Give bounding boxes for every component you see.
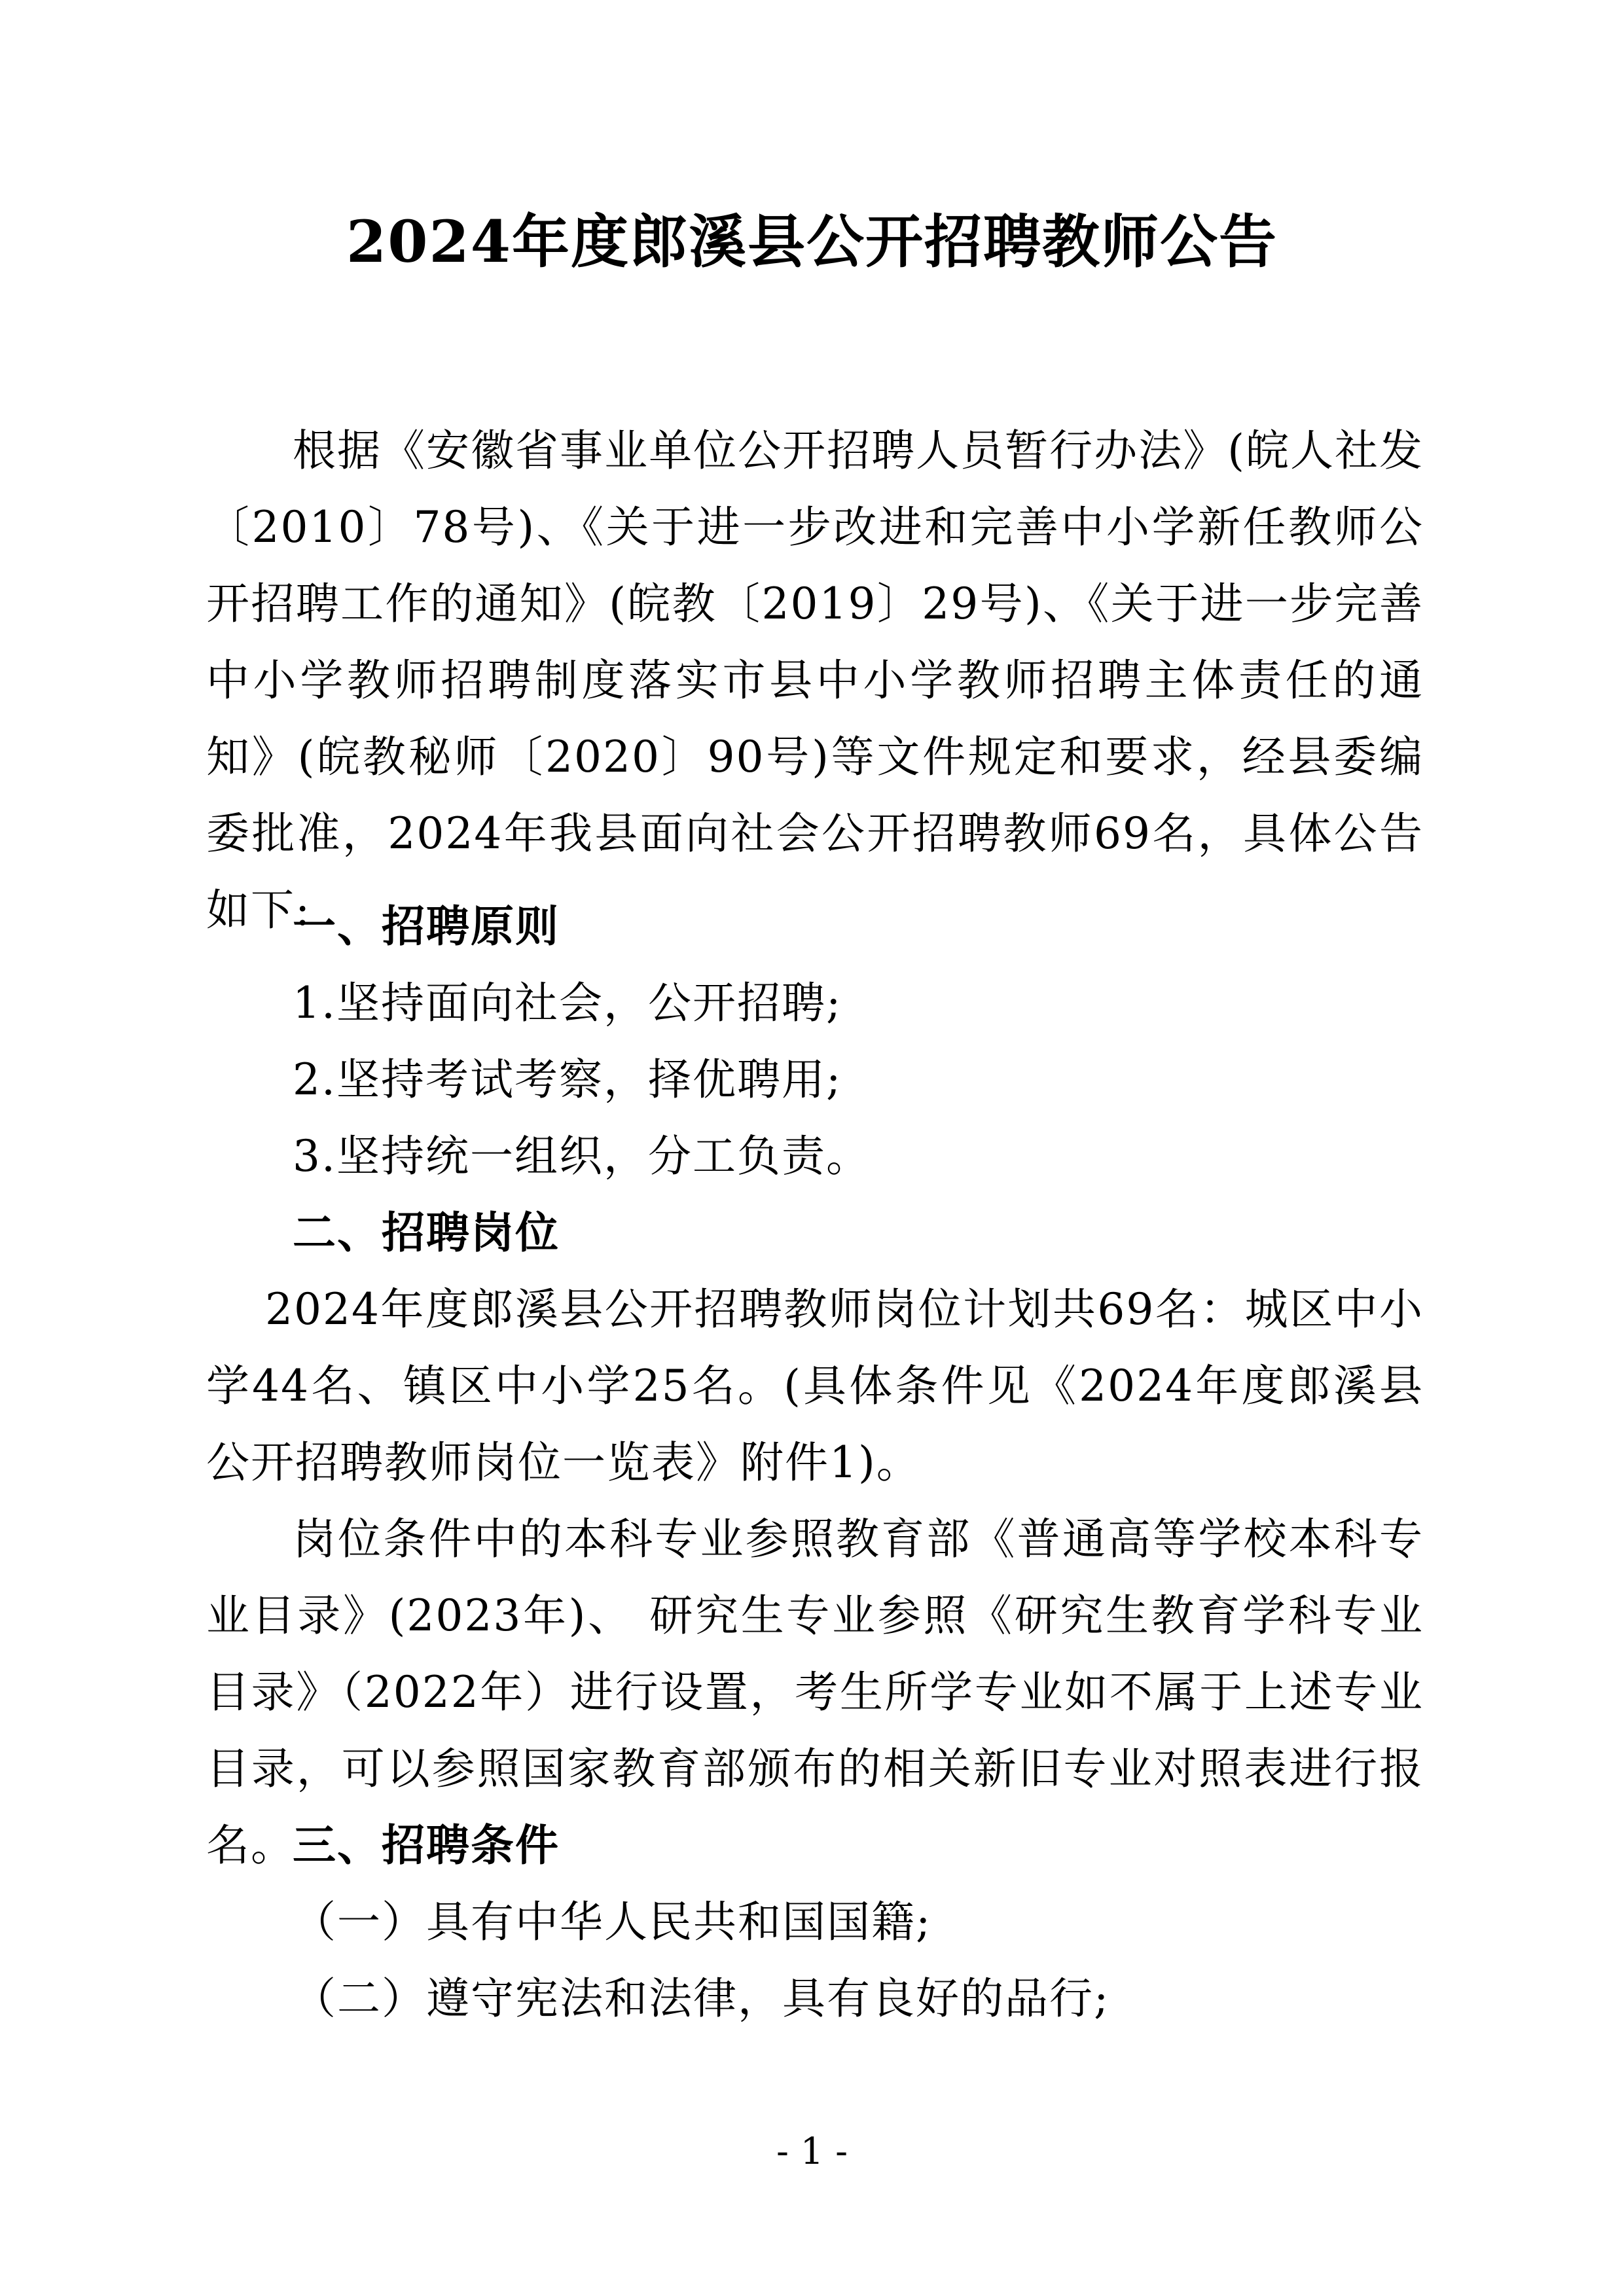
page-number: - 1 - (776, 2130, 848, 2173)
condition-item-2: （二）遵守宪法和法律，具有良好的品行; (293, 1973, 1110, 2024)
section3-heading: 三、招聘条件 (293, 1820, 560, 1871)
section1-heading: 一、招聘原则 (293, 901, 560, 952)
principle-item-3: 3.坚持统一组织，分工负责。 (293, 1131, 871, 1181)
section2-heading: 二、招聘岗位 (293, 1208, 560, 1258)
principle-item-2: 2.坚持考试考察，择优聘用; (293, 1054, 842, 1105)
document-title: 2024年度郎溪县公开招聘教师公告 (346, 207, 1278, 276)
positions-paragraph: 2024年度郎溪县公开招聘教师岗位计划共69名：城区中小学44名、镇区中小学25名。(具体条件见《2024年度郎溪县公开招聘教师岗位一览表》附件1)。 (206, 1284, 1424, 1488)
major-reference-paragraph: 岗位条件中的本科专业参照教育部《普通高等学校本科专业目录》(2023年)、 研究生专业参照《研究生教育学科专业目录》（2022年）进行设置，考生所学专业如不属于上述专业目录，可以参照国家教育部颁布的相关新旧专业对照表进行报名。 (206, 1514, 1424, 1871)
condition-item-1: （一）具有中华人民共和国国籍; (293, 1897, 932, 1947)
intro-paragraph: 根据《安徽省事业单位公开招聘人员暂行办法》(皖人社发〔2010〕78号)、《关于进一步改进和完善中小学新任教师公开招聘工作的通知》(皖教〔2019〕29号)、《关于进一步完善中小学教师招聘制度落实市县中小学教师招聘主体责任的通知》(皖教秘师〔2020〕90号)等文件规定和要求，经县委编委批准，2024年我县面向社会公开招聘教师69名，具体公告如下: (206, 425, 1424, 935)
principle-item-1: 1.坚持面向社会，公开招聘; (293, 978, 842, 1028)
